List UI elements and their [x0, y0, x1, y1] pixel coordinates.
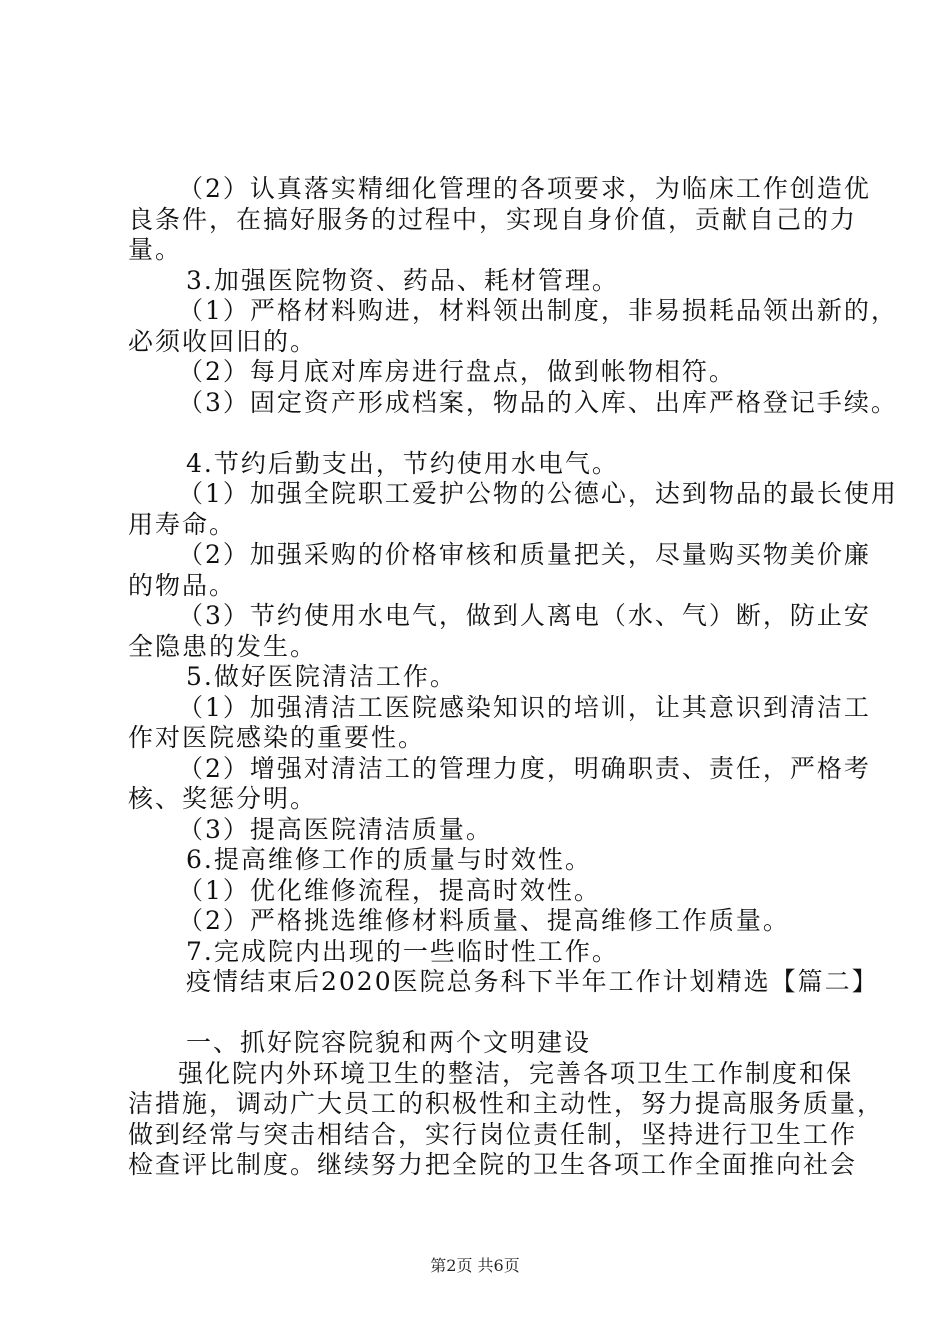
paragraph-line: 做到经常与突击相结合，实行岗位责任制，坚持进行卫生工作	[128, 1119, 858, 1149]
paragraph-line: 用寿命。	[128, 509, 237, 539]
paragraph-line: 的物品。	[128, 570, 237, 600]
paragraph-line: （1）严格材料购进，材料领出制度，非易损耗品领出新的，	[178, 296, 898, 325]
section-heading: 一、抓好院容院貌和两个文明建设	[186, 1028, 592, 1057]
article-title: 疫情结束后2020医院总务科下半年工作计划精选【篇二】	[186, 967, 879, 996]
section-heading: 6.提高维修工作的质量与时效性。	[186, 845, 592, 874]
paragraph-line: （3）节约使用水电气，做到人离电（水、气）断，防止安	[178, 601, 871, 630]
paragraph-line: （2）每月底对库房进行盘点，做到帐物相符。	[178, 357, 736, 386]
paragraph-line: 核、奖惩分明。	[128, 784, 318, 813]
paragraph-line: 良条件，在搞好服务的过程中，实现自身价值，贡献自己的力	[128, 204, 858, 234]
section-heading: 4.节约后勤支出，节约使用水电气。	[186, 448, 619, 478]
section-heading: 7.完成院内出现的一些临时性工作。	[186, 936, 619, 966]
blank-line	[128, 418, 848, 449]
paragraph-line: 强化院内外环境卫生的整洁，完善各项卫生工作制度和保	[178, 1058, 854, 1088]
paragraph-line: 洁措施，调动广大员工的积极性和主动性，努力提高服务质量，	[128, 1089, 885, 1118]
paragraph-line: （1）优化维修流程，提高时效性。	[178, 875, 601, 905]
paragraph-line: （2）增强对清洁工的管理力度，明确职责、责任，严格考	[178, 753, 871, 783]
paragraph-line: 检查评比制度。继续努力把全院的卫生各项工作全面推向社会	[128, 1150, 858, 1179]
section-heading: 5.做好医院清洁工作。	[186, 662, 457, 691]
paragraph-line: （1）加强全院职工爱护公物的公德心，达到物品的最长使用	[178, 479, 898, 508]
document-body	[128, 174, 898, 1181]
paragraph-line: （2）认真落实精细化管理的各项要求，为临床工作创造优	[178, 174, 871, 203]
blank-line	[128, 998, 848, 1029]
paragraph-line: 全隐患的发生。	[128, 631, 318, 661]
paragraph-line: （2）加强采购的价格审核和质量把关，尽量购买物美价廉	[178, 540, 871, 569]
section-heading: 3.加强医院物资、药品、耗材管理。	[186, 265, 619, 295]
paragraph-line: 必须收回旧的。	[128, 326, 318, 356]
paragraph-line: （2）严格挑选维修材料质量、提高维修工作质量。	[178, 906, 790, 935]
page-number-footer: 第2页 共6页	[430, 1256, 520, 1275]
paragraph-line: 量。	[128, 235, 183, 264]
paragraph-line: 作对医院感染的重要性。	[128, 723, 426, 752]
paragraph-line: （3）提高医院清洁质量。	[178, 814, 493, 844]
paragraph-line: （1）加强清洁工医院感染知识的培训，让其意识到清洁工	[178, 692, 871, 722]
paragraph-line: （3）固定资产形成档案，物品的入库、出库严格登记手续。	[178, 387, 898, 417]
